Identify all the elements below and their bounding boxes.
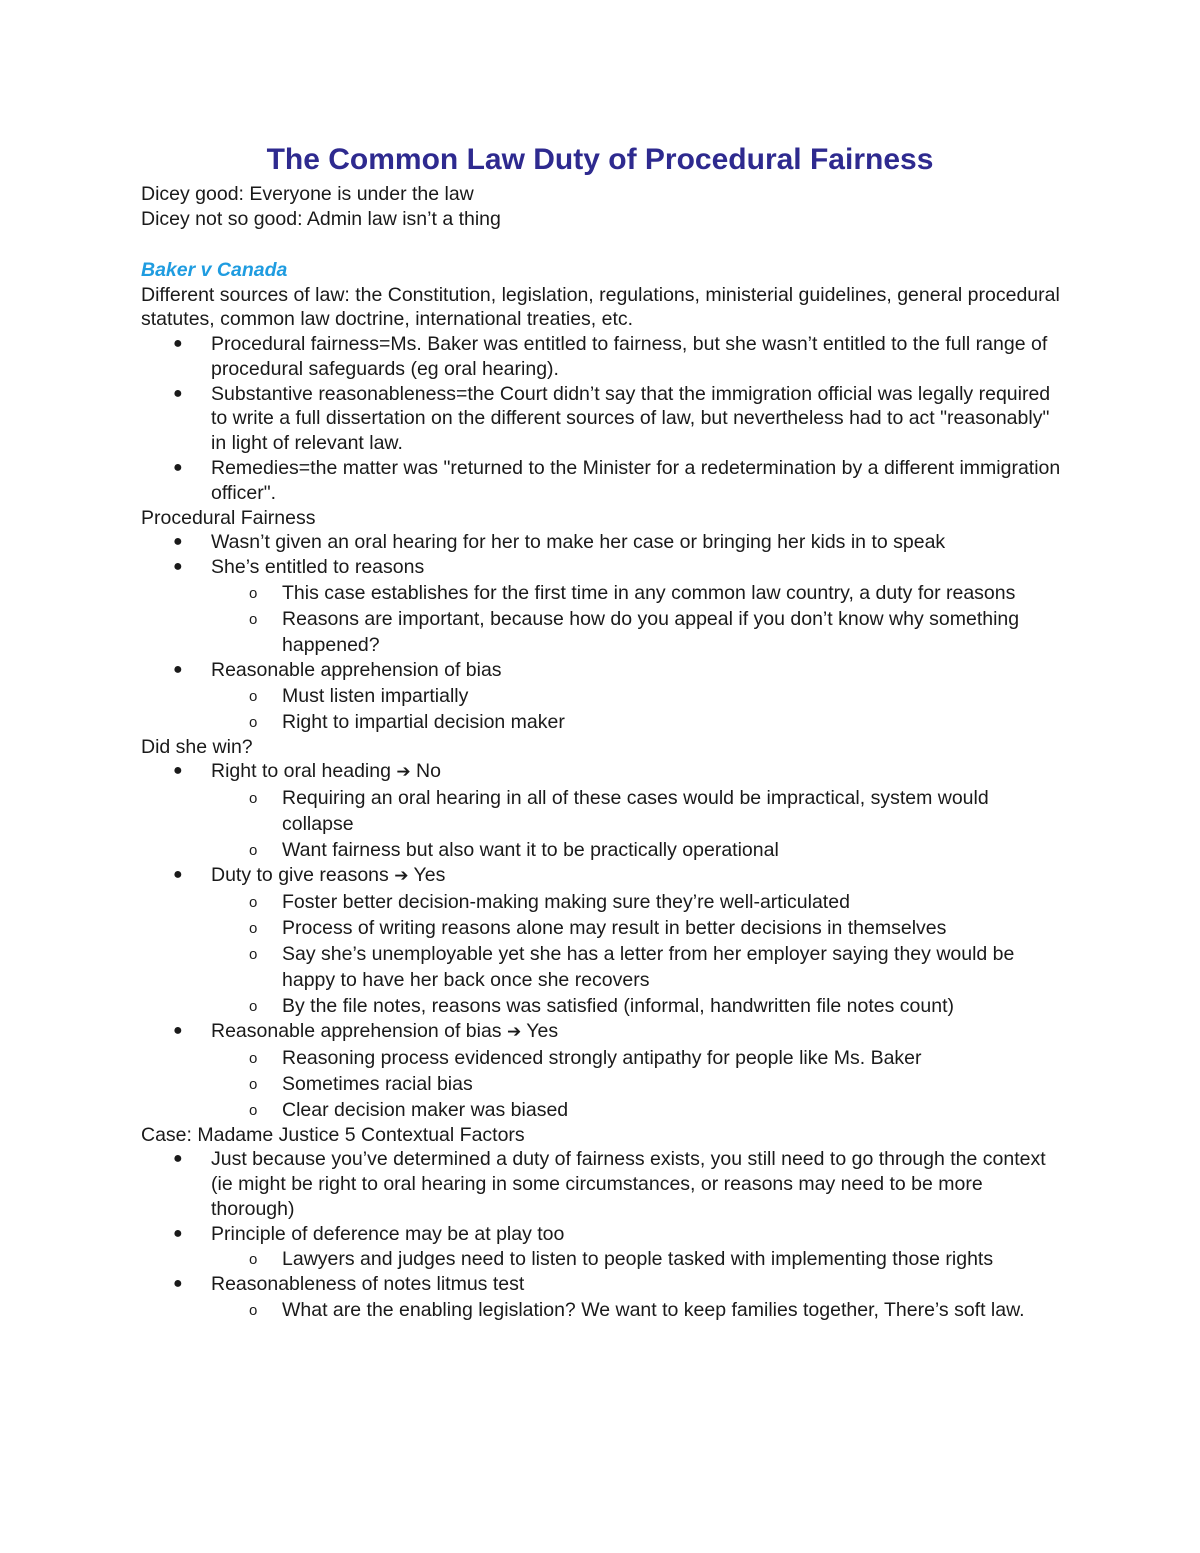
list-item-text: Reasonable apprehension of bias — [211, 658, 502, 681]
bullet-icon: ● — [173, 660, 183, 678]
bullet-icon: ● — [173, 557, 183, 575]
sub-bullet-icon: o — [249, 584, 258, 602]
sub-bullet-icon: o — [249, 1075, 258, 1093]
bullet-icon: ● — [173, 865, 183, 883]
sub-bullet-icon: o — [249, 945, 258, 963]
sub-list-item — [141, 993, 1061, 1019]
sub-list-item — [141, 580, 1061, 606]
pf-label: Procedural Fairness — [141, 506, 316, 529]
list-item-text: Clear decision maker was biased — [282, 1098, 569, 1121]
sub-bullet-icon: o — [249, 687, 258, 705]
list-item-text: Right to impartial decision maker — [282, 710, 565, 733]
sub-list-item — [141, 606, 1061, 658]
sub-bullet-icon: o — [249, 893, 258, 911]
sub-bullet-icon: o — [249, 841, 258, 859]
list-item-text: Procedural fairness=Ms. Baker was entitled to fairness, but she wasn’t entitled to the full range of procedural safeguards (eg oral hearing). — [211, 332, 1048, 380]
list-item — [141, 1019, 1061, 1045]
bullet-icon: ● — [173, 533, 183, 551]
list-item-text: By the file notes, reasons was satisfied (informal, handwritten file notes count) — [282, 994, 954, 1017]
blank-line — [141, 231, 1061, 258]
list-item-text: Principle of deference may be at play too — [211, 1222, 565, 1245]
answer-text: Yes — [521, 1019, 559, 1042]
list-item-text: Reasonableness of notes litmus test — [211, 1273, 525, 1296]
sub-list-item — [141, 1097, 1061, 1123]
bullet-icon: ● — [173, 334, 183, 352]
list-item — [141, 382, 1061, 456]
bullet-icon: ● — [173, 762, 183, 780]
sub-list-item — [141, 915, 1061, 941]
baker-bullet-list — [141, 332, 1061, 506]
answer-text: Yes — [408, 863, 446, 886]
sub-list-item — [141, 1297, 1061, 1323]
sub-list-item — [141, 1045, 1061, 1071]
list-item-text: Sometimes racial bias — [282, 1072, 473, 1095]
intro-line-1: Dicey good: Everyone is under the law — [141, 183, 474, 205]
list-item-text: Must listen impartially — [282, 684, 469, 707]
sub-list-item — [141, 889, 1061, 915]
list-item-text: Remedies=the matter was "returned to the Minister for a redetermination by a different immigration officer". — [211, 456, 1061, 504]
document-title: The Common Law Duty of Procedural Fairness — [266, 143, 934, 176]
bullet-icon: ● — [173, 1021, 183, 1039]
sub-bullet-icon: o — [249, 1049, 258, 1067]
bullet-icon: ● — [173, 1150, 183, 1168]
pf-list — [141, 530, 1061, 734]
list-item-text: This case establishes for the first time in any common law country, a duty for reasons — [282, 581, 1016, 604]
list-item — [141, 1222, 1061, 1247]
list-item-text: Reasoning process evidenced strongly antipathy for people like Ms. Baker — [282, 1046, 922, 1069]
list-item-text: Just because you’ve determined a duty of fairness exists, you still need to go through the context (ie might be right to oral hearing in some circumstances, or reasons may need to be more thorough) — [211, 1148, 1046, 1220]
sub-bullet-icon: o — [249, 919, 258, 937]
list-item — [141, 863, 1061, 889]
sub-bullet-icon: o — [249, 789, 258, 807]
answer-text: No — [410, 760, 441, 783]
list-item-text: Reasonable apprehension of bias — [211, 1019, 507, 1042]
list-item-text: Process of writing reasons alone may result in better decisions in themselves — [282, 916, 947, 939]
list-item — [141, 332, 1061, 382]
list-item-text: Lawyers and judges need to listen to people tasked with implementing those rights — [282, 1248, 994, 1271]
section-heading: Baker v Canada — [141, 259, 288, 282]
sub-bullet-icon: o — [249, 713, 258, 731]
sub-list-item — [141, 837, 1061, 863]
list-item-text: Foster better decision-making making sure they’re well-articulated — [282, 890, 850, 913]
list-item — [141, 658, 1061, 683]
sub-bullet-icon: o — [249, 1251, 258, 1269]
sub-bullet-icon: o — [249, 997, 258, 1015]
sub-list-item — [141, 1071, 1061, 1097]
sub-bullet-icon: o — [249, 1302, 258, 1320]
list-item-text: She’s entitled to reasons — [211, 555, 425, 578]
case-label: Case: Madame Justice 5 Contextual Factors — [141, 1123, 525, 1146]
sub-list-item — [141, 941, 1061, 993]
win-list — [141, 759, 1061, 1122]
intro-line-2: Dicey not so good: Admin law isn’t a thing — [141, 207, 501, 230]
list-item — [141, 530, 1061, 555]
list-item-text: Say she’s unemployable yet she has a letter from her employer saying they would be happy to have her back once she recovers — [282, 942, 1015, 991]
document-page — [141, 142, 1061, 1323]
arrow-right-icon: ➔ — [394, 865, 409, 886]
list-item — [141, 1147, 1061, 1221]
list-item — [141, 759, 1061, 785]
sub-bullet-icon: o — [249, 1101, 258, 1119]
arrow-right-icon: ➔ — [396, 762, 411, 783]
list-item-text: Wasn’t given an oral hearing for her to make her case or bringing her kids in to speak — [211, 531, 946, 554]
bullet-icon: ● — [173, 1224, 183, 1242]
list-item-text: Want fairness but also want it to be practically operational — [282, 838, 779, 861]
sub-list-item — [141, 785, 1061, 837]
list-item-text: Duty to give reasons — [211, 863, 395, 886]
arrow-right-icon: ➔ — [506, 1021, 522, 1042]
bullet-icon: ● — [173, 1275, 183, 1293]
list-item-text: What are the enabling legislation? We want to keep families together, There’s soft law. — [282, 1299, 1025, 1322]
sub-bullet-icon: o — [249, 610, 258, 628]
win-label: Did she win? — [141, 735, 253, 758]
sub-list-item — [141, 1246, 1061, 1272]
list-item-text: Substantive reasonableness=the Court didn’t say that the immigration official was legally required to write a full dissertation on the different sources of law, but nevertheless had to act "reasonably" in light of relevant law. — [211, 382, 1051, 455]
sources-paragraph: Different sources of law: the Constitution, legislation, regulations, ministerial guidelines, general procedural statutes, common law doctrine, international treaties, etc. — [141, 283, 1060, 331]
bullet-icon: ● — [173, 458, 183, 476]
list-item-text: Right to oral heading — [211, 760, 397, 783]
list-item — [141, 1272, 1061, 1297]
sub-list-item — [141, 683, 1061, 709]
list-item-text: Requiring an oral hearing in all of these cases would be impractical, system would collapse — [282, 786, 989, 835]
case-list — [141, 1147, 1061, 1323]
list-item-text: Reasons are important, because how do you appeal if you don’t know why something happened? — [282, 607, 1020, 656]
sub-list-item — [141, 709, 1061, 735]
list-item — [141, 555, 1061, 580]
bullet-icon: ● — [173, 384, 183, 402]
list-item — [141, 456, 1061, 506]
